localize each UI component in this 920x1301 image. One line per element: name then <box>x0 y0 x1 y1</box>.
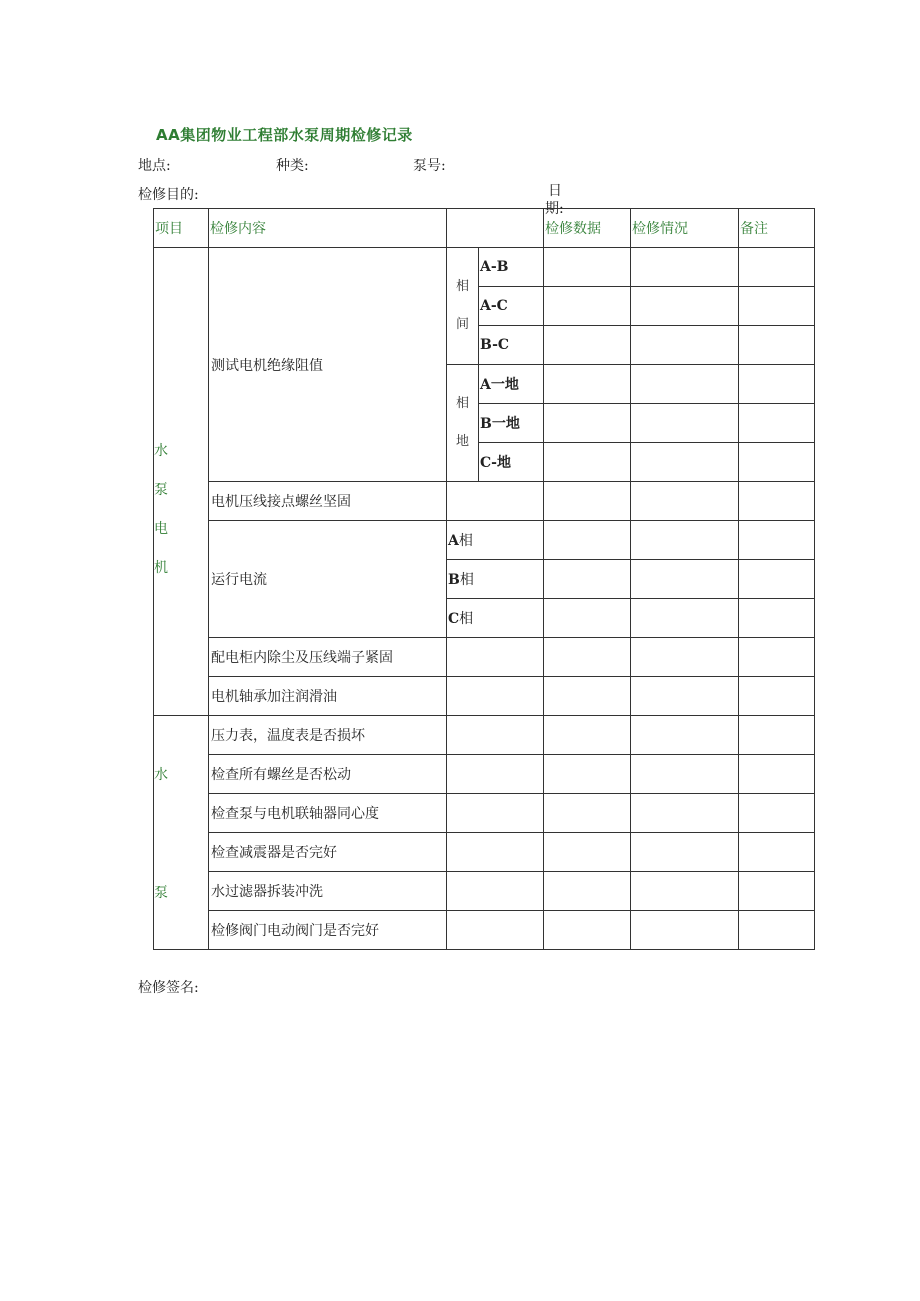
status-cell[interactable] <box>631 287 739 326</box>
pump-check-item: 水过滤器拆装冲洗 <box>209 872 447 911</box>
table-row <box>154 794 815 833</box>
data-cell[interactable] <box>544 443 631 482</box>
data-cell[interactable] <box>544 521 631 560</box>
ground-group-char: 相 <box>455 396 469 411</box>
document-title: AA集团物业工程部水泵周期检修记录 <box>156 126 413 144</box>
current-phase-letter: A <box>448 533 459 549</box>
status-cell[interactable] <box>631 482 739 521</box>
data-cell[interactable] <box>544 326 631 365</box>
date-label-line2: 期: <box>545 201 564 217</box>
remark-cell[interactable] <box>739 287 815 326</box>
header-status: 检修情况 <box>631 209 739 248</box>
remark-cell[interactable] <box>739 911 815 950</box>
pump-check-item: 检查减震器是否完好 <box>209 833 447 872</box>
remark-cell[interactable] <box>739 482 815 521</box>
ground-group-char: 地 <box>455 434 469 449</box>
table-row <box>154 248 815 287</box>
blank-cell <box>447 482 544 521</box>
header-content: 检修内容 <box>209 209 447 248</box>
data-cell[interactable] <box>544 833 631 872</box>
pump-check-item: 检查泵与电机联轴器同心度 <box>209 794 447 833</box>
status-cell[interactable] <box>631 521 739 560</box>
data-cell[interactable] <box>544 248 631 287</box>
data-cell[interactable] <box>544 911 631 950</box>
header-data: 检修数据 <box>544 209 631 248</box>
status-cell[interactable] <box>631 365 739 404</box>
table-row <box>154 911 815 950</box>
inspection-table <box>153 208 815 950</box>
pump-check-item: 检修阀门电动阀门是否完好 <box>209 911 447 950</box>
pump-label-char: 泵 <box>154 885 168 901</box>
table-row <box>154 833 815 872</box>
blank-cell <box>447 872 544 911</box>
remark-cell[interactable] <box>739 365 815 404</box>
remark-cell[interactable] <box>739 599 815 638</box>
current-phase-b <box>447 560 544 599</box>
data-cell[interactable] <box>544 287 631 326</box>
blank-cell <box>447 833 544 872</box>
blank-cell <box>447 755 544 794</box>
motor-label-char: 机 <box>154 559 168 576</box>
status-cell[interactable] <box>631 755 739 794</box>
status-cell[interactable] <box>631 833 739 872</box>
current-phase-suffix: 相 <box>459 611 474 627</box>
data-cell[interactable] <box>544 794 631 833</box>
data-cell[interactable] <box>544 365 631 404</box>
header-item: 项目 <box>154 209 209 248</box>
data-cell[interactable] <box>544 872 631 911</box>
phase-group-char: 间 <box>455 317 469 332</box>
remark-cell[interactable] <box>739 716 815 755</box>
current-phase-letter: B <box>448 572 460 588</box>
ground-item-a: A一地 <box>479 365 544 404</box>
remark-cell[interactable] <box>739 326 815 365</box>
motor-label-char: 泵 <box>154 481 168 498</box>
motor-label-char: 电 <box>154 520 168 537</box>
remark-cell[interactable] <box>739 755 815 794</box>
header-remark: 备注 <box>739 209 815 248</box>
status-cell[interactable] <box>631 677 739 716</box>
status-cell[interactable] <box>631 560 739 599</box>
ground-item-b: B一地 <box>479 404 544 443</box>
table-row <box>154 755 815 794</box>
data-cell[interactable] <box>544 677 631 716</box>
purpose-label: 检修目的: <box>138 187 199 203</box>
phase-item-ab: A-B <box>479 248 544 287</box>
status-cell[interactable] <box>631 248 739 287</box>
cabinet-cleaning-label: 配电柜内除尘及压线端子紧固 <box>209 638 447 677</box>
data-cell[interactable] <box>544 599 631 638</box>
status-cell[interactable] <box>631 326 739 365</box>
table-row <box>154 872 815 911</box>
current-phase-suffix: 相 <box>458 533 473 549</box>
status-cell[interactable] <box>631 404 739 443</box>
data-cell[interactable] <box>544 404 631 443</box>
blank-cell <box>447 638 544 677</box>
motor-label-char: 水 <box>154 442 168 459</box>
phase-to-ground-group <box>447 365 479 482</box>
motor-section-label <box>154 248 209 716</box>
blank-cell <box>447 716 544 755</box>
data-cell[interactable] <box>544 482 631 521</box>
status-cell[interactable] <box>631 443 739 482</box>
blank-cell <box>447 911 544 950</box>
pump-check-item: 检查所有螺丝是否松动 <box>209 755 447 794</box>
table-row <box>154 482 815 521</box>
phase-item-bc: B-C <box>479 326 544 365</box>
date-label-line1: 日 <box>548 183 562 199</box>
status-cell[interactable] <box>631 794 739 833</box>
current-phase-suffix: 相 <box>459 572 474 588</box>
header-blank <box>447 209 544 248</box>
status-cell[interactable] <box>631 872 739 911</box>
remark-cell[interactable] <box>739 248 815 287</box>
signature-label: 检修签名: <box>138 980 199 996</box>
bearing-lube-label: 电机轴承加注润滑油 <box>209 677 447 716</box>
remark-cell[interactable] <box>739 404 815 443</box>
remark-cell[interactable] <box>739 521 815 560</box>
header-row <box>154 209 815 248</box>
status-cell[interactable] <box>631 638 739 677</box>
phase-to-phase-group <box>447 248 479 365</box>
table-row <box>154 521 815 560</box>
type-label: 种类: <box>276 158 309 174</box>
data-cell[interactable] <box>544 716 631 755</box>
pump-label-char: 水 <box>154 767 168 783</box>
remark-cell[interactable] <box>739 677 815 716</box>
pump-check-item: 压力表，温度表是否损坏 <box>209 716 447 755</box>
remark-cell[interactable] <box>739 833 815 872</box>
remark-cell[interactable] <box>739 443 815 482</box>
remark-cell[interactable] <box>739 872 815 911</box>
data-cell[interactable] <box>544 560 631 599</box>
status-cell[interactable] <box>631 716 739 755</box>
running-current-label: 运行电流 <box>209 521 447 638</box>
data-cell[interactable] <box>544 755 631 794</box>
table-row <box>154 677 815 716</box>
current-phase-a <box>447 521 544 560</box>
pump-number-label: 泵号: <box>413 158 446 174</box>
pump-section-label <box>154 716 209 950</box>
remark-cell[interactable] <box>739 560 815 599</box>
remark-cell[interactable] <box>739 638 815 677</box>
remark-cell[interactable] <box>739 794 815 833</box>
status-cell[interactable] <box>631 911 739 950</box>
blank-cell <box>447 794 544 833</box>
ground-item-c: C-地 <box>479 443 544 482</box>
terminal-check-label: 电机压线接点螺丝坚固 <box>209 482 447 521</box>
status-cell[interactable] <box>631 599 739 638</box>
insulation-test-label: 测试电机绝缘阻值 <box>209 248 447 482</box>
current-phase-letter: C <box>448 611 460 627</box>
data-cell[interactable] <box>544 638 631 677</box>
table-row <box>154 638 815 677</box>
blank-cell <box>447 677 544 716</box>
phase-item-ac: A-C <box>479 287 544 326</box>
table-row <box>154 716 815 755</box>
location-label: 地点: <box>138 158 171 174</box>
phase-group-char: 相 <box>455 279 469 294</box>
current-phase-c <box>447 599 544 638</box>
